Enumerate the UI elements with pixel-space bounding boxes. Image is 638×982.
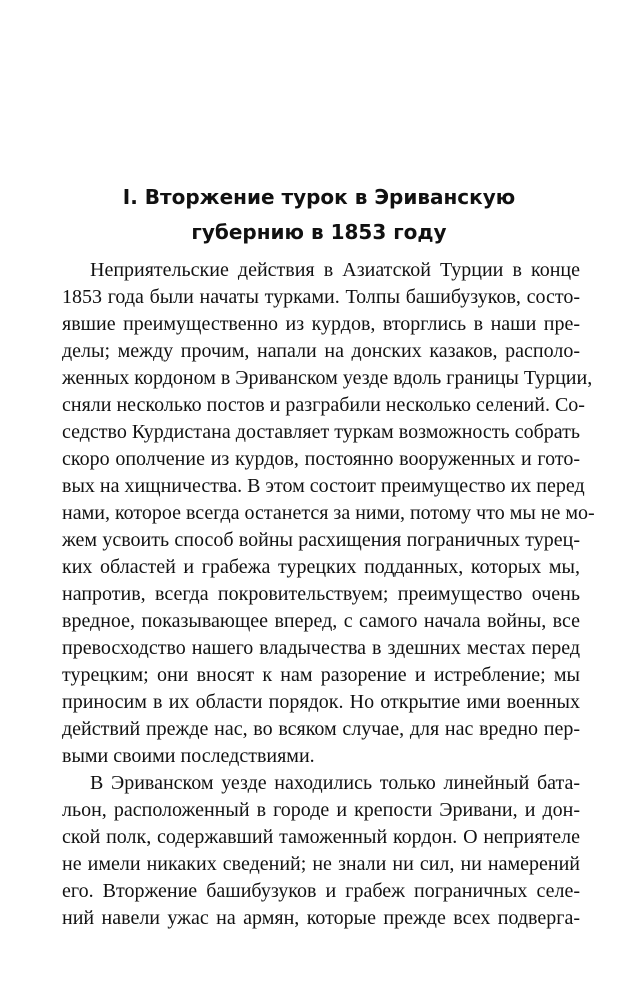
text-line: вых на хищничества. В этом состоит преимущество их перед: [62, 475, 585, 497]
text-line: скоро ополчение из курдов, постоянно вооруженных и гото-: [62, 448, 580, 470]
text-line: жем усвоить способ войны расхищения пограничных турец-: [62, 529, 580, 551]
text-line: ской полк, содержавший таможенный кордон. О неприятеле: [62, 826, 580, 848]
text-line: нами, которое всегда останется за ними, потому что мы не мо-: [62, 502, 595, 524]
text-line: его. Вторжение башибузуков и грабеж пограничных селе-: [62, 880, 580, 902]
text-line: приносим в их области порядок. Но открытие ими военных: [62, 691, 580, 713]
text-line: турецким; они вносят к нам разорение и истребление; мы: [62, 664, 580, 686]
text-line: напротив, всегда покровительствуем; преимущество очень: [62, 583, 580, 605]
text-line: превосходство нашего владычества в здешних местах перед: [62, 637, 580, 659]
chapter-title-line-2: губернию в 1853 году: [191, 220, 447, 244]
text-line: делы; между прочим, напали на донских казаков, располо-: [62, 340, 580, 362]
text-line: ний навели ужас на армян, которые прежде всех подверга-: [62, 907, 580, 929]
text-line: вредное, показывающее вперед, с самого начала войны, все: [62, 610, 580, 632]
text-line: ких областей и грабежа турецких подданных, которых мы,: [62, 556, 580, 578]
chapter-title-line-1: I. Вторжение турок в Эриванскую: [122, 185, 516, 209]
text-line: выми своими последствиями.: [62, 745, 315, 767]
text-line: не имели никаких сведений; не знали ни сил, ни намерений: [62, 853, 580, 875]
text-line: сняли несколько постов и разграбили несколько селений. Со-: [62, 394, 585, 416]
text-line: 1853 года были начаты турками. Толпы башибузуков, состо-: [62, 286, 580, 308]
text-line: льон, расположенный в городе и крепости Эривани, и дон-: [62, 799, 580, 821]
text-line: седство Курдистана доставляет туркам возможность собрать: [62, 421, 580, 443]
text-line: В Эриванском уезде находились только линейный бата-: [90, 772, 580, 794]
text-line: явшие преимущественно из курдов, вторглись в наши пре-: [62, 313, 580, 335]
text-line: женных кордоном в Эриванском уезде вдоль границы Турции,: [62, 367, 593, 389]
text-line: Неприятельские действия в Азиатской Турции в конце: [90, 259, 580, 281]
text-line: действий прежде нас, во всяком случае, для нас вредно пер-: [62, 718, 580, 740]
